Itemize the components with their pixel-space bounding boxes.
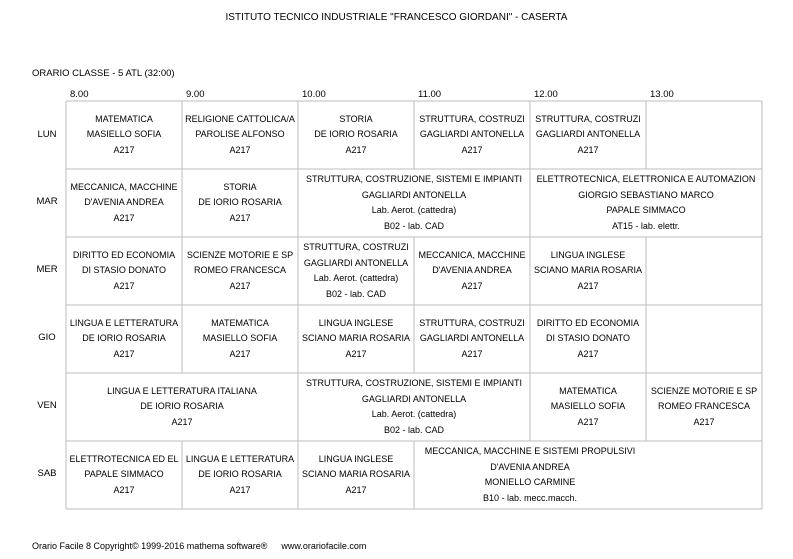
room: A217 [229, 484, 251, 495]
room: A217 [113, 144, 135, 155]
day-label: LUN [37, 129, 57, 140]
day-label: MAR [36, 196, 58, 207]
lesson-cell [66, 101, 182, 169]
lesson-cell [530, 101, 646, 169]
room: A217 [113, 348, 135, 359]
subject: LINGUA E LETTERATURA [185, 453, 295, 464]
lesson-cell [182, 101, 298, 169]
room: A217 [577, 280, 599, 291]
subject: DIRITTO ED ECONOMIA [72, 249, 176, 260]
hour-label: 11.00 [418, 89, 442, 100]
room: A217 [577, 348, 599, 359]
lesson-cell [298, 101, 414, 169]
website-url: www.orariofacile.com [281, 541, 367, 551]
teacher: GAGLIARDI ANTONELLA [361, 393, 467, 404]
day-label: VEN [37, 400, 57, 411]
teacher: PAPALE SIMMACO [606, 205, 686, 215]
room: A217 [461, 348, 483, 359]
subject: MECCANICA, MACCHINE [418, 249, 526, 260]
room: A217 [577, 144, 599, 155]
subject: MATEMATICA [559, 385, 617, 396]
teacher: DI STASIO DONATO [81, 265, 166, 276]
lesson-cell [182, 441, 298, 509]
subject: SCIENZE MOTORIE E SP [186, 249, 294, 260]
room: AT15 - lab. elettr. [612, 220, 680, 231]
room: A217 [229, 144, 251, 155]
hour-label: 10.00 [302, 89, 326, 100]
teacher: SCIANO MARIA ROSARIA [301, 469, 411, 480]
room: A217 [171, 416, 193, 427]
lesson-cell [530, 373, 646, 441]
teacher: DE IORIO ROSARIA [82, 333, 166, 344]
teacher: SCIANO MARIA ROSARIA [301, 333, 411, 344]
lesson-cell [298, 305, 414, 373]
room: A217 [113, 280, 135, 291]
lesson-cell [298, 373, 530, 441]
room: A217 [345, 144, 367, 155]
lesson-cell [66, 441, 182, 509]
subject: MATEMATICA [211, 317, 269, 328]
day-label: MER [36, 264, 58, 275]
lesson-cell [66, 305, 182, 373]
teacher: D'AVENIA ANDREA [432, 265, 512, 276]
room: A217 [577, 416, 599, 427]
lesson-cell [530, 305, 646, 373]
teacher: GAGLIARDI ANTONELLA [419, 333, 525, 344]
teacher: SCIANO MARIA ROSARIA [533, 265, 643, 276]
lesson-cell [530, 237, 646, 305]
teacher: DE IORIO ROSARIA [314, 129, 398, 140]
subject: STORIA [223, 181, 257, 192]
teacher: PAROLISE ALFONSO [195, 129, 285, 140]
room: A217 [345, 348, 367, 359]
lesson-cell [298, 441, 414, 509]
room: B02 - lab. CAD [383, 424, 445, 435]
lesson-cell [66, 237, 182, 305]
room: A217 [229, 212, 251, 223]
room: A217 [229, 280, 251, 291]
teacher: DE IORIO ROSARIA [198, 197, 282, 208]
teacher: GAGLIARDI ANTONELLA [303, 257, 409, 268]
lab-note: Lab. Aerot. (cattedra) [313, 273, 399, 283]
hour-label: 13.00 [650, 89, 674, 100]
room: A217 [113, 484, 135, 495]
subject: ELETTROTECNICA ED EL [69, 453, 179, 464]
day-label: GIO [38, 332, 56, 343]
lesson-cell [414, 101, 530, 169]
lesson-cell [66, 373, 298, 441]
subject: STRUTTURA, COSTRUZIONE, SISTEMI E IMPIANTI [305, 378, 522, 388]
hour-label: 8.00 [70, 89, 89, 100]
subject: LINGUA INGLESE [550, 249, 626, 260]
teacher: DI STASIO DONATO [545, 333, 630, 344]
lab-note: Lab. Aerot. (cattedra) [371, 409, 457, 419]
subject: MATEMATICA [95, 113, 153, 124]
room: A217 [461, 280, 483, 291]
room: B02 - lab. CAD [383, 220, 445, 231]
subject: LINGUA INGLESE [318, 453, 394, 464]
lesson-cell [530, 169, 762, 237]
subject: ELETTROTECNICA, ELETTRONICA E AUTOMAZION [536, 174, 756, 184]
teacher: ROMEO FRANCESCA [193, 265, 286, 276]
teacher: GAGLIARDI ANTONELLA [535, 129, 641, 140]
class-timetable-label: ORARIO CLASSE - 5 ATL (32:00) [32, 68, 175, 79]
school-title: ISTITUTO TECNICO INDUSTRIALE "FRANCESCO GIORDANI" - CASERTA [225, 12, 568, 23]
room: B02 - lab. CAD [325, 288, 387, 299]
lab-note: Lab. Aerot. (cattedra) [371, 205, 457, 215]
lesson-cell [298, 237, 414, 305]
lesson-cell [66, 169, 182, 237]
room: A217 [113, 212, 135, 223]
teacher: DE IORIO ROSARIA [198, 469, 282, 480]
teacher: ROMEO FRANCESCA [657, 401, 750, 412]
room: B10 - lab. mecc.macch. [482, 492, 578, 503]
subject: MECCANICA, MACCHINE [70, 181, 178, 192]
subject: STRUTTURA, COSTRUZI [535, 113, 641, 124]
subject: RELIGIONE CATTOLICA/A [185, 113, 295, 124]
subject: STRUTTURA, COSTRUZI [419, 113, 525, 124]
lesson-cell [182, 305, 298, 373]
room: A217 [693, 416, 715, 427]
lesson-cell [182, 237, 298, 305]
teacher: GIORGIO SEBASTIANO MARCO [578, 189, 714, 200]
lesson-cell [414, 237, 530, 305]
teacher: MASIELLO SOFIA [86, 129, 162, 140]
subject: MECCANICA, MACCHINE E SISTEMI PROPULSIVI [424, 446, 636, 456]
subject: LINGUA E LETTERATURA ITALIANA [107, 385, 257, 396]
subject: LINGUA INGLESE [318, 317, 394, 328]
footer [32, 541, 366, 551]
hour-label: 9.00 [186, 89, 205, 100]
room: A217 [345, 484, 367, 495]
room: A217 [461, 144, 483, 155]
lesson-cell [298, 169, 530, 237]
subject: STRUTTURA, COSTRUZI [419, 317, 525, 328]
subject: STRUTTURA, COSTRUZIONE, SISTEMI E IMPIANTI [305, 174, 522, 184]
copyright-text: Orario Facile 8 Copyright© 1999-2016 mathema software® [32, 541, 268, 551]
lesson-cell [414, 441, 646, 509]
subject: STRUTTURA, COSTRUZI [303, 242, 409, 252]
subject: LINGUA E LETTERATURA [69, 317, 179, 328]
teacher: DE IORIO ROSARIA [140, 401, 224, 412]
teacher: GAGLIARDI ANTONELLA [361, 189, 467, 200]
teacher: GAGLIARDI ANTONELLA [419, 129, 525, 140]
lesson-cell [646, 373, 762, 441]
teacher: PAPALE SIMMACO [84, 469, 164, 480]
teacher: MASIELLO SOFIA [550, 401, 626, 412]
subject: STORIA [339, 113, 373, 124]
teacher: MASIELLO SOFIA [202, 333, 278, 344]
room: A217 [229, 348, 251, 359]
teacher: D'AVENIA ANDREA [490, 461, 570, 472]
lesson-cell [182, 169, 298, 237]
hour-label: 12.00 [534, 89, 558, 100]
teacher: MONIELLO CARMINE [484, 477, 576, 487]
subject: DIRITTO ED ECONOMIA [536, 317, 640, 328]
lesson-cell [414, 305, 530, 373]
day-label: SAB [37, 468, 57, 479]
teacher: D'AVENIA ANDREA [84, 197, 164, 208]
subject: SCIENZE MOTORIE E SP [650, 385, 758, 396]
